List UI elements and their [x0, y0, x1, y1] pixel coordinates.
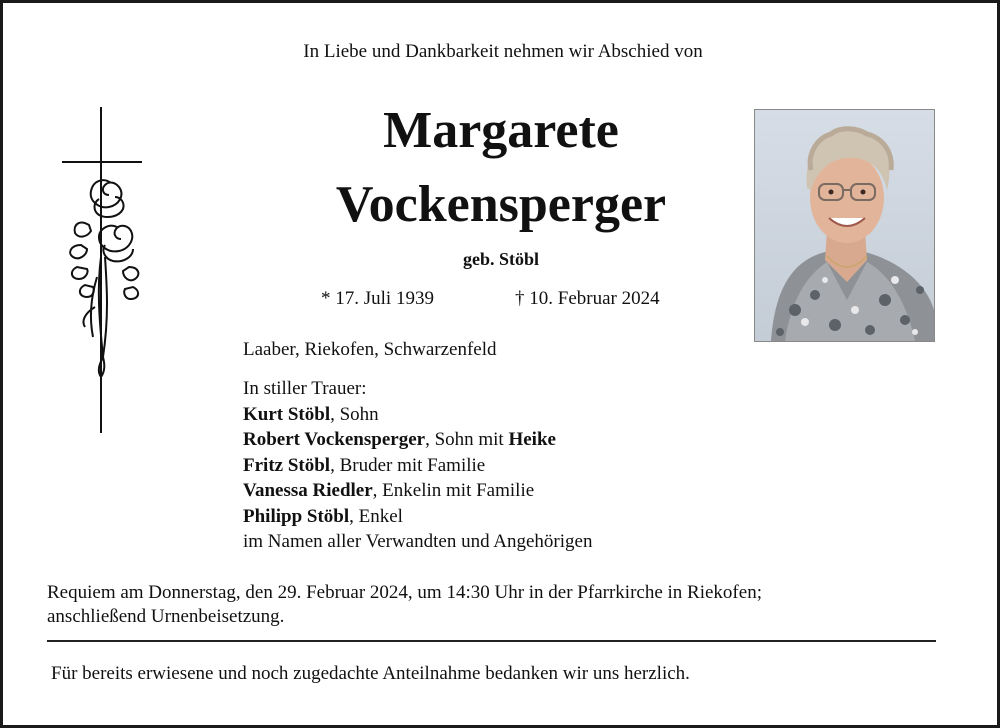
mourners-heading: In stiller Trauer:	[243, 378, 367, 399]
intro-text: In Liebe und Dankbarkeit nehmen wir Abschied von	[303, 41, 703, 62]
places-of-residence: Laaber, Riekofen, Schwarzenfeld	[243, 339, 497, 360]
portrait-photo	[754, 109, 935, 342]
mourner-entry: Robert Vockensperger, Sohn mit Heike	[243, 429, 556, 450]
death-date: † 10. Februar 2024	[515, 288, 660, 309]
last-name: Vockensperger	[335, 176, 667, 233]
requiem-notice	[47, 581, 947, 629]
first-name: Margarete	[383, 102, 619, 159]
mourner-entry: Kurt Stöbl, Sohn	[243, 403, 379, 425]
mourner-entry: Philipp Stöbl, Enkel	[243, 505, 403, 527]
mourner-entry: Vanessa Riedler, Enkelin mit Familie	[243, 480, 535, 501]
mourner-entry: Fritz Stöbl, Bruder mit Familie	[243, 454, 486, 476]
mourners-footer: im Namen aller Verwandten und Angehörigen	[243, 531, 593, 552]
requiem-line-2: anschließend Urnenbeisetzung.	[47, 606, 285, 627]
cross-with-roses-icon	[59, 107, 159, 442]
thanks-text: Für bereits erwiesene und noch zugedachte Anteilnahme bedanken wir uns herzlich.	[51, 663, 690, 684]
mourners-list	[243, 376, 592, 555]
maiden-name: geb. Stöbl	[462, 249, 540, 269]
birth-date: * 17. Juli 1939	[321, 288, 434, 309]
divider	[47, 640, 936, 642]
requiem-line-1: Requiem am Donnerstag, den 29. Februar 2024, um 14:30 Uhr in der Pfarrkirche in Riekofen;	[47, 582, 762, 603]
